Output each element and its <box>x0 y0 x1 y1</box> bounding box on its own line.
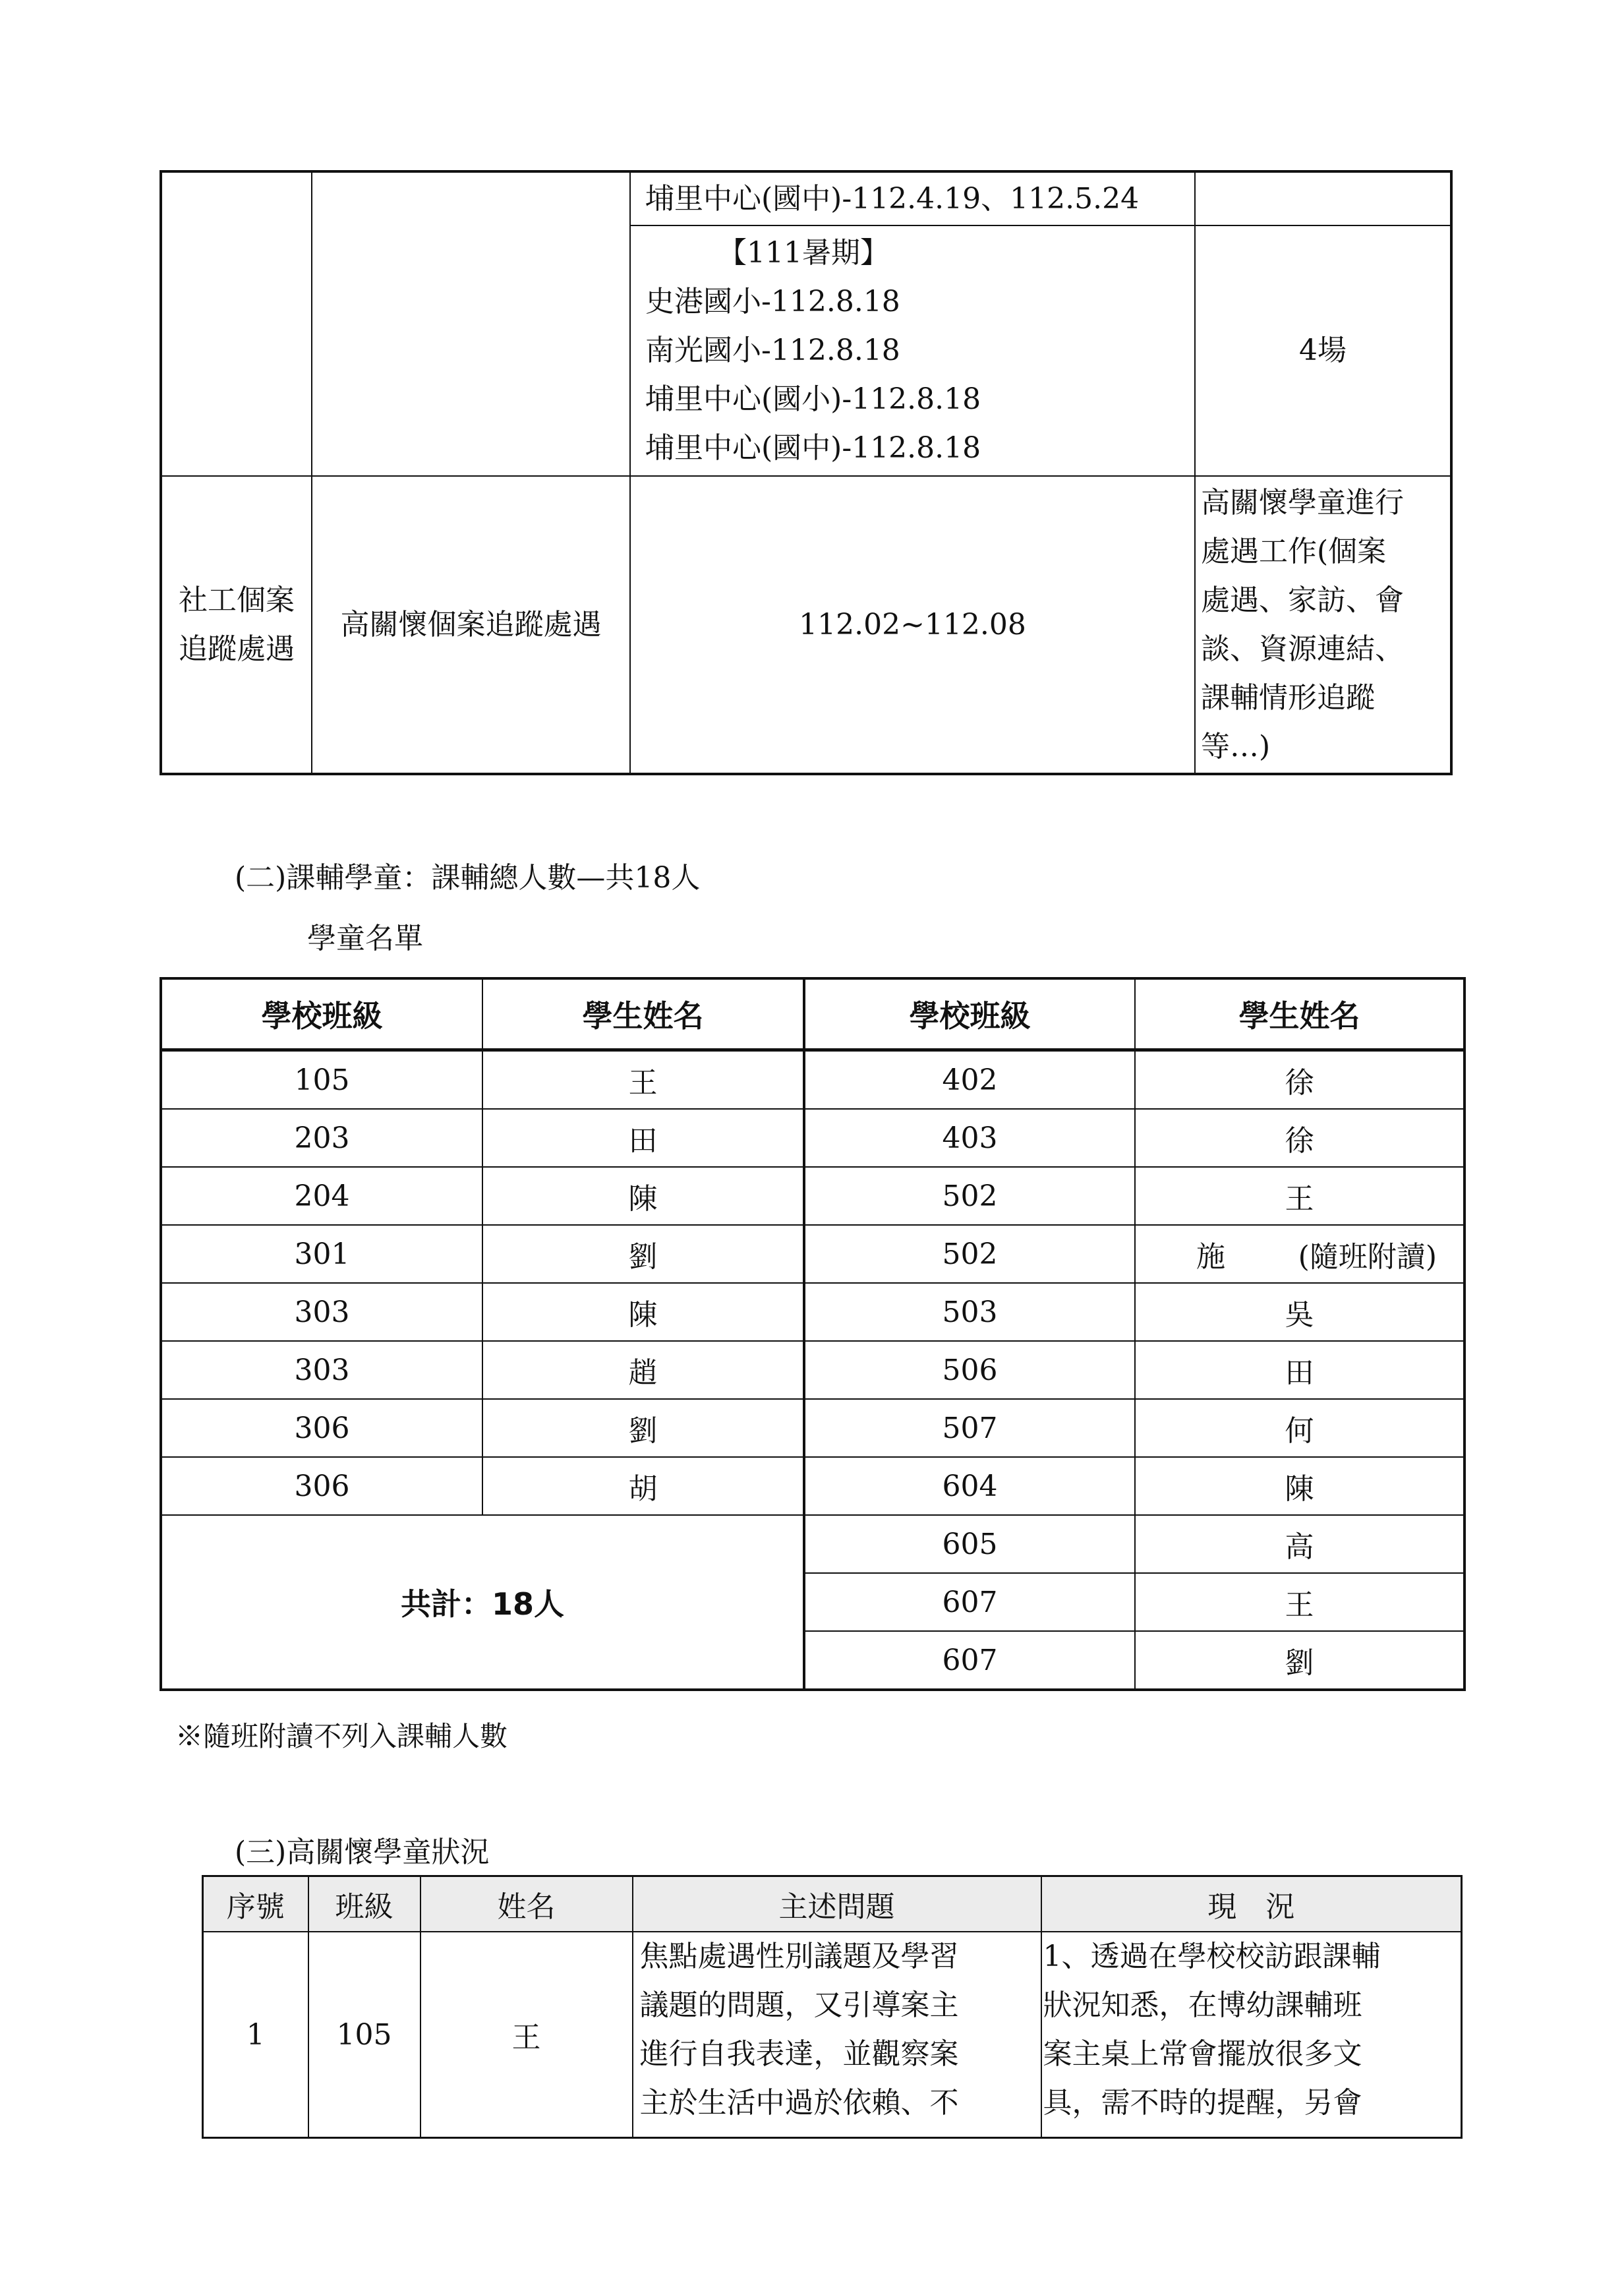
table-row <box>161 1457 1464 1515</box>
schedule-line: 埔里中心(國中)-112.4.19、112.5.24 <box>630 171 1195 225</box>
category-cell-empty <box>161 171 312 476</box>
count-cell <box>1195 171 1451 225</box>
description-line: 高關懷學童進行 <box>1201 485 1404 520</box>
header-no: 序號 <box>203 1876 308 1932</box>
table-row <box>161 1109 1464 1167</box>
activity-row-a <box>161 171 1451 225</box>
student-class: 306 <box>161 1457 482 1515</box>
category-cell <box>161 476 312 774</box>
description-line: 處遇、家訪、會 <box>1201 583 1404 617</box>
status-line: 1、透過在學校校訪跟課輔 <box>1043 1940 1381 1973</box>
header-class: 學校班級 <box>804 978 1135 1050</box>
header-name: 學生姓名 <box>1135 978 1464 1050</box>
student-class: 506 <box>804 1341 1135 1399</box>
issue-line: 進行自我表達，並觀察案 <box>639 2037 959 2071</box>
count-cell: 4場 <box>1195 225 1451 476</box>
student-name: 劉 <box>482 1225 804 1283</box>
student-class: 303 <box>161 1341 482 1399</box>
issue-line: 議題的問題，又引導案主 <box>639 1988 959 2022</box>
student-class: 607 <box>804 1631 1135 1690</box>
student-class: 204 <box>161 1167 482 1225</box>
student-name: 胡 <box>482 1457 804 1515</box>
student-name: 陳 <box>482 1167 804 1225</box>
schedule-line: 埔里中心(國小)-112.8.18 <box>645 382 981 416</box>
schedule-line: 南光國小-112.8.18 <box>645 334 900 367</box>
student-name: 高 <box>1135 1515 1464 1573</box>
student-name: 王 <box>1135 1573 1464 1631</box>
student-class: 403 <box>804 1109 1135 1167</box>
description-line: 談、資源連結、 <box>1201 632 1404 666</box>
student-class: 203 <box>161 1109 482 1167</box>
category-line: 追蹤處遇 <box>179 632 295 666</box>
description-line: 等…) <box>1201 729 1271 763</box>
schedule-block <box>630 225 1195 476</box>
student-name: 劉 <box>1135 1631 1464 1690</box>
period-cell: 112.02~112.08 <box>630 476 1195 774</box>
category-line: 社工個案 <box>179 583 295 617</box>
header-class: 班級 <box>308 1876 420 1932</box>
student-name: 徐 <box>1135 1050 1464 1110</box>
case-class: 105 <box>308 1932 420 2138</box>
description-line: 課輔情形追蹤 <box>1201 680 1375 715</box>
student-class: 303 <box>161 1283 482 1341</box>
table-row <box>161 1225 1464 1283</box>
student-class: 605 <box>804 1515 1135 1573</box>
student-name: 何 <box>1135 1399 1464 1457</box>
schedule-line: 埔里中心(國中)-112.8.18 <box>645 431 981 465</box>
table-row <box>161 1167 1464 1225</box>
student-class: 306 <box>161 1399 482 1457</box>
student-class: 507 <box>804 1399 1135 1457</box>
student-name: 田 <box>482 1109 804 1167</box>
student-class: 502 <box>804 1225 1135 1283</box>
issue-line: 焦點處遇性別議題及學習 <box>639 1940 959 1973</box>
status-line: 案主桌上常會擺放很多文 <box>1043 2037 1362 2071</box>
description-line: 處遇工作(個案 <box>1201 534 1387 568</box>
student-name: 王 <box>1135 1167 1464 1225</box>
item-cell-empty <box>312 171 630 476</box>
table-row <box>161 1050 1464 1110</box>
student-name: 王 <box>482 1050 804 1110</box>
header-status: 現 況 <box>1041 1876 1462 1932</box>
student-class: 105 <box>161 1050 482 1110</box>
student-name: 施 <box>1196 1240 1225 1274</box>
student-class: 301 <box>161 1225 482 1283</box>
schedule-line: 史港國小-112.8.18 <box>645 285 900 318</box>
section3-title: (三)高關懷學童狀況 <box>235 1835 490 1869</box>
table-row <box>161 1341 1464 1399</box>
student-name: 田 <box>1135 1341 1464 1399</box>
student-class: 502 <box>804 1167 1135 1225</box>
student-note: (隨班附讀) <box>1298 1240 1437 1274</box>
student-name-with-note <box>1135 1225 1464 1283</box>
issue-line: 主於生活中過於依賴、不 <box>639 2086 959 2120</box>
header-name: 學生姓名 <box>482 978 804 1050</box>
activity-row-c <box>161 476 1451 774</box>
student-name: 趙 <box>482 1341 804 1399</box>
total-count: 共計：18人 <box>161 1515 804 1690</box>
section2-title: (二)課輔學童：課輔總人數—共18人 <box>235 861 701 895</box>
table-row <box>161 1399 1464 1457</box>
case-status <box>1041 1932 1462 2138</box>
student-class: 503 <box>804 1283 1135 1341</box>
case-issue <box>633 1932 1041 2138</box>
header-issue: 主述問題 <box>633 1876 1041 1932</box>
student-name: 徐 <box>1135 1109 1464 1167</box>
student-name: 陳 <box>482 1283 804 1341</box>
activity-table <box>160 170 1453 775</box>
status-line: 狀況知悉，在博幼課輔班 <box>1043 1988 1362 2022</box>
case-no: 1 <box>203 1932 308 2138</box>
case-name: 王 <box>420 1932 633 2138</box>
status-line: 具，需不時的提醒，另會 <box>1043 2086 1362 2120</box>
high-care-table <box>202 1875 1463 2139</box>
student-name: 劉 <box>482 1399 804 1457</box>
high-care-header <box>203 1876 1462 1932</box>
student-name: 陳 <box>1135 1457 1464 1515</box>
student-table-header <box>161 978 1464 1050</box>
item-cell: 高關懷個案追蹤處遇 <box>312 476 630 774</box>
header-class: 學校班級 <box>161 978 482 1050</box>
student-class: 604 <box>804 1457 1135 1515</box>
table-row <box>203 1932 1462 2138</box>
section2-subtitle: 學童名單 <box>307 922 423 955</box>
header-name: 姓名 <box>420 1876 633 1932</box>
student-list-table <box>160 977 1466 1691</box>
table-row <box>161 1283 1464 1341</box>
schedule-header: 【111暑期】 <box>718 236 889 270</box>
student-class: 607 <box>804 1573 1135 1631</box>
student-class: 402 <box>804 1050 1135 1110</box>
student-name: 吳 <box>1135 1283 1464 1341</box>
description-cell <box>1195 476 1451 774</box>
table-row <box>161 1515 1464 1573</box>
footnote: ※隨班附讀不列入課輔人數 <box>175 1720 508 1752</box>
